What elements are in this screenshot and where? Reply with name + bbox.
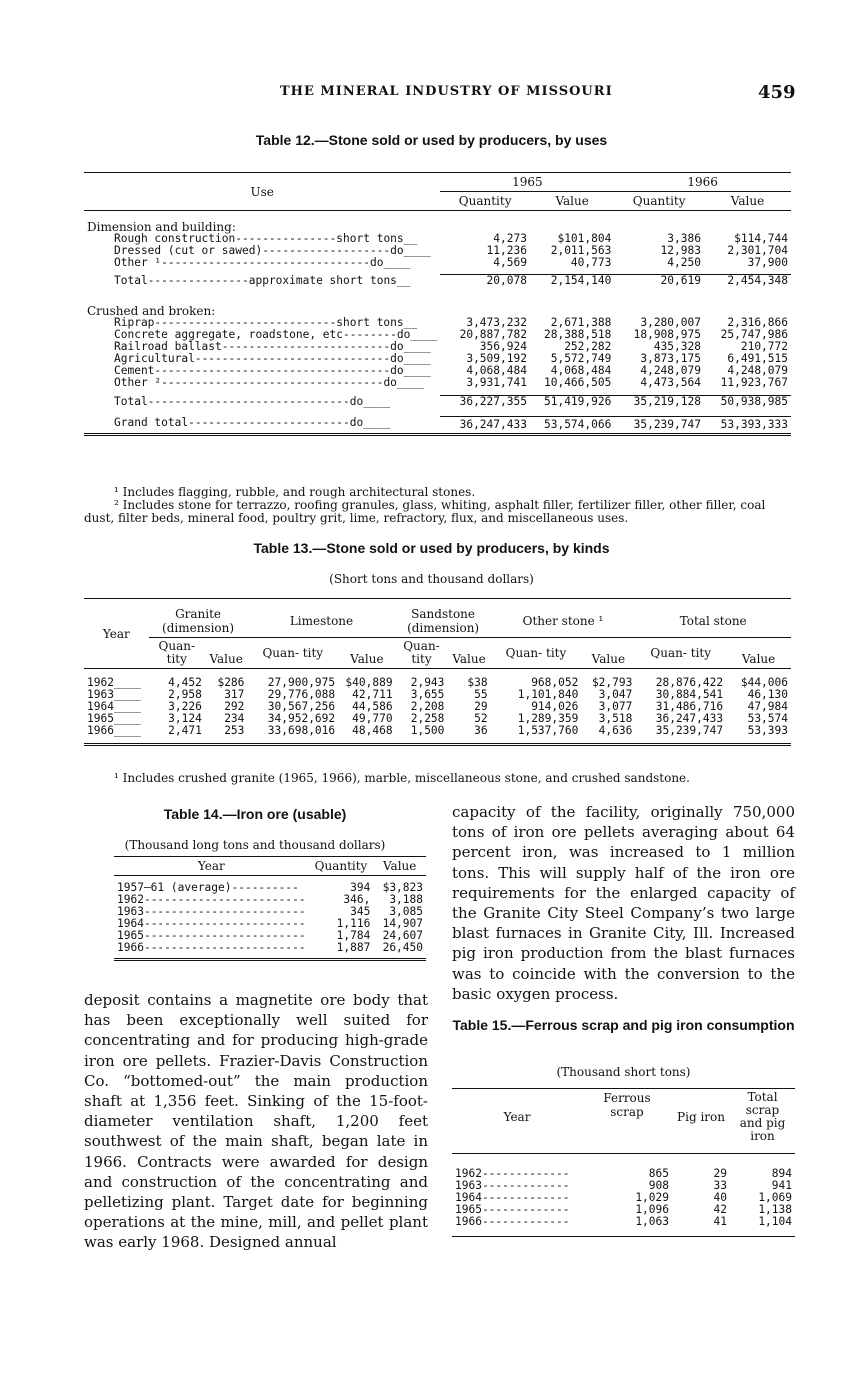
- cell: 53,574,066: [530, 417, 614, 435]
- leader-dots: ---------------------------: [154, 316, 337, 329]
- row-unit: do____: [383, 376, 424, 389]
- row-label: Railroad ballast: [114, 340, 222, 353]
- cell: 2,471: [168, 724, 202, 737]
- row-year: 1965: [455, 1203, 482, 1216]
- cell: 894: [771, 1167, 792, 1180]
- cell: 33: [713, 1179, 727, 1192]
- table15-title: Table 15.—Ferrous scrap and pig iron consumption: [452, 1017, 795, 1033]
- leader-dots: --------: [343, 328, 397, 341]
- row-label: Agricultural: [114, 352, 195, 365]
- cell: 30,567,256: [267, 700, 336, 713]
- cell: 6,491,515: [727, 352, 788, 365]
- leader-dots: ---------------: [235, 232, 337, 245]
- t13-col-value: Value: [350, 652, 384, 666]
- cell: 35,219,128: [614, 396, 704, 409]
- cell: 252,282: [564, 340, 612, 353]
- row-year: 1964____: [87, 700, 141, 713]
- cell: 11,236: [486, 244, 527, 257]
- cell: 26,450: [382, 941, 423, 954]
- left-column-text: deposit contains a magnetite ore body that has been exceptionally well suited for concentrating and for producing high-grade iron ore pellets. Frazier-Davis Construction Co. “bottomed-out” the main production shaft at 1,356 feet. Sinking of the 15-foot-diameter ventilation shaft, 1,200 feet southwest of the main shaft, began late in 1966. Contracts were awarded for design and construction of the concentrating and pelletizing plant. Target date for beginning operations at the mine, mill, and pellet plant was early 1968. Designed annual: [84, 991, 428, 1252]
- cell: 1,784: [336, 929, 371, 942]
- leader-dots: ------------------------: [143, 917, 306, 930]
- table-row: [452, 1216, 795, 1228]
- cell: 44,586: [352, 700, 393, 713]
- cell: 53,393: [747, 724, 788, 737]
- cell: 317: [224, 688, 245, 701]
- table14-title: Table 14.—Iron ore (usable): [163, 806, 347, 822]
- cell: 1,101,840: [517, 688, 579, 701]
- cell: 234: [224, 712, 245, 725]
- table-row: [84, 417, 791, 435]
- t14-col-quantity: Quantity: [314, 859, 368, 873]
- cell: 2,454,348: [704, 275, 791, 288]
- cell: 914,026: [531, 700, 579, 713]
- cell: 29: [713, 1167, 727, 1180]
- leader-dots: ------------------------------: [147, 394, 350, 408]
- cell: 42: [713, 1203, 727, 1216]
- cell: 2,671,388: [550, 316, 612, 329]
- cell: 2,208: [410, 700, 445, 713]
- cell: 20,619: [614, 275, 704, 288]
- leader-dots: -------------------------: [221, 340, 391, 353]
- row-year: 1963____: [87, 688, 141, 701]
- cell: 2,011,563: [550, 244, 612, 257]
- row-unit: short tons__: [336, 232, 418, 245]
- cell: 435,328: [653, 340, 701, 353]
- t12-col-quantity: Quantity: [458, 194, 512, 208]
- t12-col-use: Use: [84, 173, 440, 211]
- cell: 1,116: [336, 917, 371, 930]
- cell: 346,: [343, 893, 371, 906]
- cell: 3,077: [598, 700, 633, 713]
- cell: 36,247,433: [440, 417, 530, 435]
- table15-subtitle: (Thousand short tons): [556, 1065, 691, 1079]
- row-label: Total: [114, 394, 148, 408]
- table15: [452, 1088, 795, 1237]
- table12-title: Table 12.—Stone sold or used by producers, by uses: [255, 132, 608, 148]
- cell: 908: [648, 1179, 669, 1192]
- cell: 29,776,088: [267, 688, 336, 701]
- running-title: THE MINERAL INDUSTRY OF MISSOURI: [280, 84, 613, 99]
- cell: 1,138: [758, 1203, 792, 1216]
- table13-title: Table 13.—Stone sold or used by producers, by kinds: [253, 540, 610, 556]
- row-label: Riprap: [114, 316, 155, 329]
- row-unit: do____: [390, 340, 431, 353]
- table12: [84, 172, 791, 436]
- t14-col-value: Value: [382, 859, 417, 873]
- cell: 2,316,866: [727, 316, 788, 329]
- cell: $286: [217, 676, 245, 689]
- row-label: Other ¹: [114, 256, 162, 269]
- cell: 3,509,192: [466, 352, 527, 365]
- cell: 37,900: [747, 256, 788, 269]
- cell: 345: [350, 905, 371, 918]
- cell: 46,130: [747, 688, 788, 701]
- cell: 1,063: [635, 1215, 669, 1228]
- t13-col-value: Value: [591, 652, 626, 666]
- t13-col-year: Year: [84, 599, 149, 669]
- cell: 3,518: [598, 712, 633, 725]
- cell: 48,468: [352, 724, 393, 737]
- cell: 941: [771, 1179, 792, 1192]
- leader-dots: -------------: [481, 1191, 570, 1204]
- row-year: 1964: [117, 917, 144, 930]
- t12-section: Dimension and building:: [87, 220, 236, 234]
- t13-group: Other stone ¹: [491, 599, 636, 638]
- cell: $40,889: [345, 676, 393, 689]
- cell: 41: [713, 1215, 727, 1228]
- t12-year-1966: 1966: [614, 173, 791, 192]
- cell: 14,907: [382, 917, 423, 930]
- t15-col-year: Year: [503, 1110, 531, 1124]
- table13-footnote: ¹ Includes crushed granite (1965, 1966), marble, miscellaneous stone, and crushed sandstone.: [114, 771, 690, 785]
- row-unit: do____: [390, 364, 431, 377]
- cell: 12,983: [660, 244, 701, 257]
- row-unit: approximate short tons__: [248, 273, 411, 287]
- leader-dots: -------------------------------: [161, 256, 370, 269]
- cell: 394: [350, 881, 371, 894]
- leader-dots: ---------------------------------: [161, 376, 384, 389]
- cell: 210,772: [740, 340, 788, 353]
- cell: 3,124: [168, 712, 202, 725]
- cell: 24,607: [382, 929, 423, 942]
- cell: 3,085: [389, 905, 423, 918]
- leader-dots: -------------------: [262, 244, 391, 257]
- cell: 36,247,433: [655, 712, 724, 725]
- cell: 3,873,175: [640, 352, 701, 365]
- cell: 4,250: [667, 256, 701, 269]
- cell: 1,500: [410, 724, 445, 737]
- cell: 11,923,767: [720, 376, 788, 389]
- row-year: 1962: [455, 1167, 482, 1180]
- cell: 52: [474, 712, 488, 725]
- row-year: 1966: [117, 941, 144, 954]
- cell: 356,924: [479, 340, 527, 353]
- row-unit: short tons__: [336, 316, 418, 329]
- cell: 49,770: [352, 712, 393, 725]
- t13-col-quantity: Quan- tity: [650, 645, 712, 660]
- t12-year-1965: 1965: [440, 173, 614, 192]
- cell: $44,006: [740, 676, 788, 689]
- cell: 3,226: [168, 700, 202, 713]
- row-year: 1964: [455, 1191, 482, 1204]
- t12-col-value: Value: [555, 194, 589, 208]
- cell: 33,698,016: [267, 724, 336, 737]
- cell: 31,486,716: [655, 700, 724, 713]
- row-label: Grand total: [114, 415, 189, 429]
- leader-dots: ------------------------: [188, 415, 350, 429]
- row-unit: do____: [390, 244, 431, 257]
- cell: 3,473,232: [466, 316, 527, 329]
- row-year: 1962____: [87, 676, 141, 689]
- cell: 4,273: [493, 232, 527, 245]
- t13-group: Granite (dimension): [149, 599, 248, 638]
- row-label-cell: [114, 942, 309, 954]
- table13-subtitle: (Short tons and thousand dollars): [329, 572, 534, 586]
- cell: 40: [713, 1191, 727, 1204]
- t13-col-quantity: Quan- tity: [158, 639, 196, 666]
- table-row: [84, 396, 791, 409]
- row-year: 1963: [455, 1179, 482, 1192]
- table-row: [114, 942, 426, 954]
- leader-dots: ------------------------: [143, 893, 306, 906]
- row-year: 1962: [117, 893, 144, 906]
- t13-col-quantity: Quan- tity: [505, 645, 567, 660]
- cell: 4,569: [493, 256, 527, 269]
- cell: 55: [474, 688, 488, 701]
- row-unit: do____: [349, 394, 391, 408]
- cell: 5,572,749: [550, 352, 612, 365]
- cell: 1,887: [336, 941, 371, 954]
- cell: 47,984: [747, 700, 788, 713]
- cell: $2,793: [591, 676, 633, 689]
- row-year: 1965: [117, 929, 144, 942]
- leader-dots: -------------: [481, 1167, 570, 1180]
- leader-dots: ------------------------: [143, 905, 306, 918]
- cell: $3,823: [382, 881, 423, 894]
- cell: 27,900,975: [267, 676, 336, 689]
- cell: 4,248,079: [727, 364, 788, 377]
- cell: 1,096: [635, 1203, 669, 1216]
- t13-col-value: Value: [741, 652, 776, 666]
- row-year: 1965____: [87, 712, 141, 725]
- table-row: [84, 377, 791, 389]
- t13-group: Sandstone (dimension): [396, 599, 491, 638]
- cell: 4,636: [598, 724, 633, 737]
- row-label-cell: [452, 1216, 582, 1228]
- row-unit: do____: [349, 415, 391, 429]
- footnote: ¹ Includes flagging, rubble, and rough architectural stones.: [114, 485, 476, 499]
- cell: 30,884,541: [655, 688, 724, 701]
- page-header: [0, 82, 863, 102]
- cell: 50,938,985: [704, 396, 791, 409]
- t13-group: Limestone: [247, 599, 395, 638]
- cell: 3,188: [389, 893, 423, 906]
- row-label-cell: [84, 377, 440, 389]
- cell: 968,052: [531, 676, 579, 689]
- cell: 20,078: [440, 275, 530, 288]
- row-label: Total: [114, 273, 148, 287]
- cell: $38: [467, 676, 488, 689]
- cell: 3,931,741: [466, 376, 527, 389]
- leader-dots: ---------------: [147, 273, 249, 287]
- row-label: Dressed (cut or sawed): [114, 244, 263, 257]
- t12-section: Crushed and broken:: [87, 304, 216, 318]
- row-unit: do____: [390, 352, 431, 365]
- cell: 29: [474, 700, 488, 713]
- t15-col-scrap: Ferrous scrap: [603, 1091, 651, 1119]
- cell: 865: [648, 1167, 669, 1180]
- leader-dots: -----------------------------------: [154, 364, 391, 377]
- cell: 18,908,975: [633, 328, 701, 341]
- cell: 4,473,564: [640, 376, 701, 389]
- cell: 3,655: [410, 688, 445, 701]
- cell: 28,388,518: [543, 328, 612, 341]
- row-label-cell: [84, 257, 440, 269]
- cell: 292: [224, 700, 245, 713]
- t14-col-year: Year: [197, 859, 225, 873]
- row-year: 1957–61 (average): [117, 881, 232, 894]
- cell: 34,952,692: [267, 712, 336, 725]
- leader-dots: -------------: [481, 1179, 570, 1192]
- row-year: 1963: [117, 905, 144, 918]
- t15-col-pig: Pig iron: [677, 1110, 725, 1124]
- cell: 36,227,355: [440, 396, 530, 409]
- row-label: Other ²: [114, 376, 162, 389]
- cell: 51,419,926: [530, 396, 614, 409]
- leader-dots: ----------: [231, 881, 299, 894]
- leader-dots: ------------------------: [143, 929, 306, 942]
- cell: 4,452: [168, 676, 202, 689]
- t13-col-quantity: Quan- tity: [262, 645, 324, 660]
- cell: 4,068,484: [550, 364, 612, 377]
- cell: 253: [224, 724, 245, 737]
- cell: 25,747,986: [720, 328, 788, 341]
- cell: 3,047: [598, 688, 633, 701]
- t12-col-value: Value: [730, 194, 765, 208]
- row-year: 1966____: [87, 724, 141, 737]
- t13-col-value: Value: [209, 652, 243, 666]
- cell: 20,887,782: [459, 328, 527, 341]
- table14-subtitle: (Thousand long tons and thousand dollars): [124, 838, 386, 852]
- table12-footnotes: [84, 486, 794, 525]
- row-label: Cement: [114, 364, 155, 377]
- leader-dots: -----------------------------: [194, 352, 391, 365]
- leader-dots: ------------------------: [143, 941, 306, 954]
- row-year: 1966: [455, 1215, 482, 1228]
- table-row: [84, 275, 791, 288]
- cell: 10,466,505: [543, 376, 612, 389]
- row-label: Rough construction: [114, 232, 236, 245]
- t13-col-quantity: Quan- tity: [403, 639, 440, 666]
- cell: 1,029: [635, 1191, 669, 1204]
- cell: $101,804: [557, 232, 612, 245]
- cell: 2,943: [410, 676, 445, 689]
- cell: 1,289,359: [517, 712, 579, 725]
- row-label: Concrete aggregate, roadstone, etc: [114, 328, 344, 341]
- table13: [84, 598, 791, 746]
- leader-dots: -------------: [481, 1203, 570, 1216]
- cell: 2,154,140: [530, 275, 614, 288]
- cell: 36: [474, 724, 488, 737]
- cell: 40,773: [570, 256, 612, 269]
- t13-group: Total stone: [635, 599, 791, 638]
- t15-col-total: Total scrap and pig iron: [739, 1090, 786, 1143]
- cell: 1,069: [758, 1191, 792, 1204]
- table14: [114, 856, 426, 961]
- cell: 1,104: [758, 1215, 792, 1228]
- cell: 28,876,422: [655, 676, 724, 689]
- footnote: ² Includes stone for terrazzo, roofing granules, glass, whiting, asphalt filler, fertilizer filler, other filler, coal dust, filter beds, mineral food, poultry grit, lime, refractory, flux, and miscellaneous uses.: [84, 498, 766, 525]
- t13-col-value: Value: [452, 652, 486, 666]
- right-column-text: capacity of the facility, originally 750,000 tons of iron ore pellets averaging about 64 percent iron, was increased to 1 million tons. This will supply half of the iron ore requirements for the enlarged capacity of the Granite City Steel Company’s two large blast furnaces in Granite City, Ill. Increased pig iron production from the blast furnaces was to coincide with the conversion to the basic oxygen process.: [452, 803, 795, 1003]
- cell: 1,537,760: [517, 724, 579, 737]
- cell: $114,744: [734, 232, 788, 245]
- cell: 3,280,007: [640, 316, 701, 329]
- cell: 2,958: [168, 688, 202, 701]
- table-row: [84, 725, 791, 737]
- row-unit: do____: [369, 256, 411, 269]
- cell: 2,258: [410, 712, 445, 725]
- cell: 53,393,333: [704, 417, 791, 435]
- cell: 4,068,484: [466, 364, 527, 377]
- cell: 35,239,747: [614, 417, 704, 435]
- leader-dots: -------------: [481, 1215, 570, 1228]
- cell: 42,711: [352, 688, 393, 701]
- cell: 3,386: [667, 232, 701, 245]
- cell: 4,248,079: [640, 364, 701, 377]
- cell: 2,301,704: [727, 244, 788, 257]
- cell: 53,574: [747, 712, 788, 725]
- table-row: [84, 257, 791, 269]
- row-unit: do____: [396, 328, 438, 341]
- cell: 35,239,747: [655, 724, 724, 737]
- t12-col-quantity: Quantity: [632, 194, 686, 208]
- page-number: 459: [758, 82, 796, 103]
